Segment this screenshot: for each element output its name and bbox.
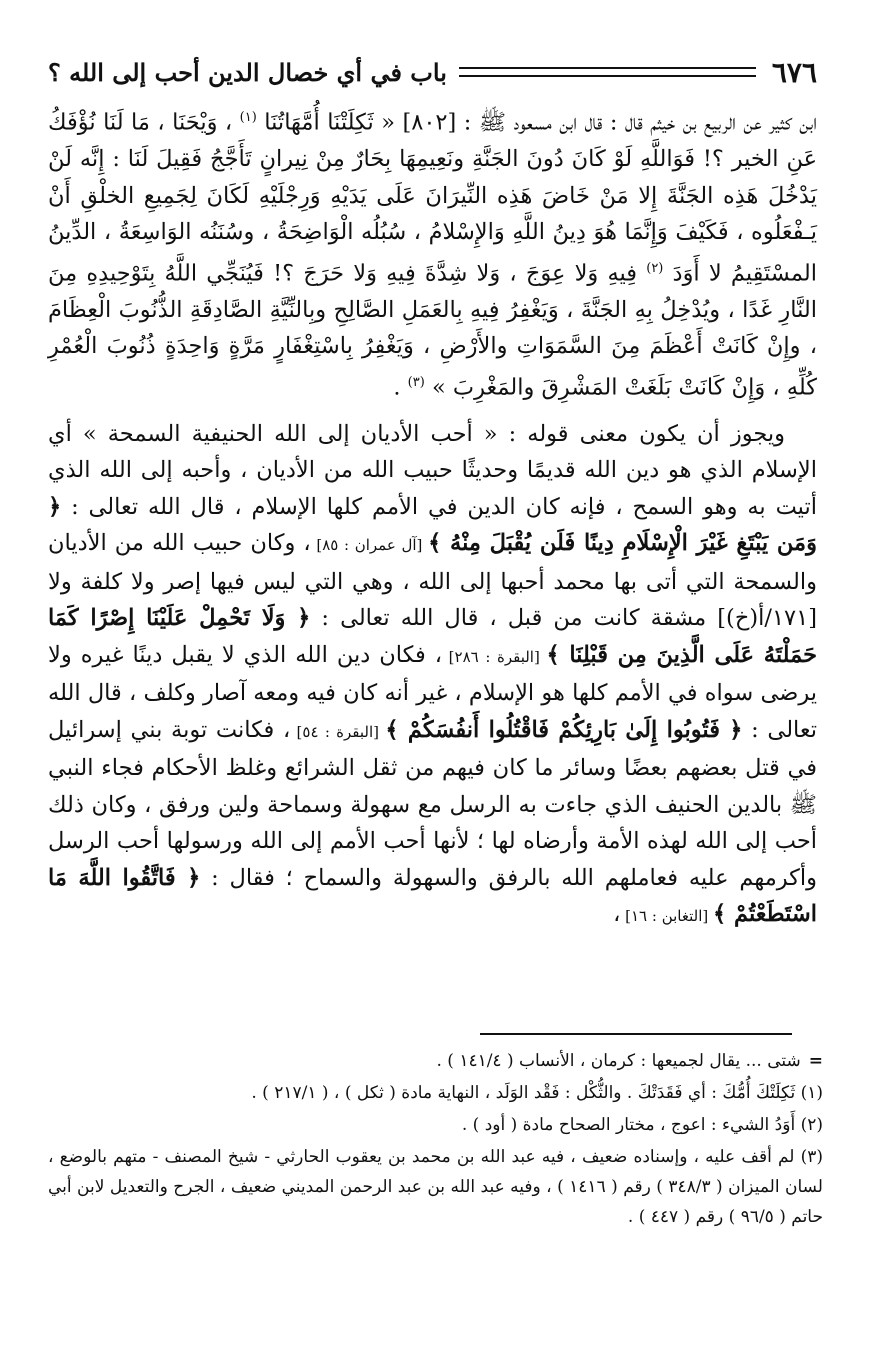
text-run: فِيهِ وَلا عِوَجَ ، وَلا شِدَّةَ فِيهِ وَلا حَرَجَ ؟! فَيُنَجِّي اللَّهُ بِتَوْحِيدِهِ مِنَ النَّارِ غَدًا ، ويُدْخِلُ بِهِ الجَنَّةَ ، وَيَغْفِرُ فِيهِ بِالعَمَلِ الصَّالِحِ وبِالنِّيَّةِ الصَّادِقَةِ الذُّنُوبَ الْعِظَامَ ، وإِنْ كَانَتْ أَعْظَمَ مِنَ السَّمَوَاتِ والأَرْضِ ، وَيَغْفِرُ بِاسْتِغْفَارٍ مَرَّةٍ وَاحِدَةٍ ذُنُوبَ الْعُمْرِ كُلِّهِ ، وَإِنْ كَانَتْ بَلَغَتْ المَشْرِقَ والمَغْرِبَ » [48,260,817,400]
header-double-rule [459,67,756,77]
continuation-mark: = [808,1051,823,1071]
footnote-3: (٣) لم أقف عليه ، وإسناده ضعيف ، فيه عبد الله بن محمد بن يعقوب الحارثي - شيخ المصنف - متهم بالوضع ، لسان الميزان ( ٣٤٨/٣ ) رقم ( ١٤١٦ ) ، وفيه عبد الله بن عبد الرحمن المديني ضعيف ، الجرح والتعديل لابن أبي حاتم ( ٩٦/٥ ) رقم ( ٤٤٧ ) . [48,1147,823,1227]
text-run: ويجوز أن يكون معنى قوله : « أحب الأديان إلى الله الحنيفية السمحة » أي الإسلام الذي هو دين الله قديمًا وحديثًا حبيب الله من الأديان ، وأحبه إلى الله الذي أتيت به وهو السمح ، فإنه كان الدين في الأمم كلها الإسلام ، قال الله تعالى : [48,420,817,520]
verse-reference: [التغابن : ١٦] [620,907,713,925]
main-text [48,100,817,945]
quran-verse: ﴿ وَلَا تَحْمِلْ عَلَيْنَا إِصْرًا كَمَا حَمَلْتَهُ عَلَى الَّذِينَ مِن قَبْلِنَا ﴾ [48,605,818,668]
page-number: ٦٧٦ [771,55,817,89]
text-run: ، فكانت توبة بني إسرائيل في قتل بعضهم بعضًا وسائر ما كان فيهم من ثقل الشرائع وغلظ الأحكام فجاء النبي ﷺ بالدين الحنيف الذي جاءت به الرسل مع سهولة وسماحة ولين ورفق ، وكان ذلك أحب إلى الله لهذه الأمة وأرضاه لها ؛ لأنها أحب الأمم إلى الله ورسولها أحب الرسل وأكرمهم عليه فعاملهم الله بالرفق والسهولة والسماح ؛ فقال : [48,716,817,891]
footnote-ref-3: (٣) [407,374,425,390]
quran-verse: ﴿ فَتُوبُوا إِلَىٰ بَارِئِكُمْ فَاقْتُلُوا أَنفُسَكُمْ ﴾ [385,716,743,743]
verse-reference: [البقرة : ٥٤] [290,722,386,741]
footnote-1: (١) ثَكِلَتْكَ أُمُّكَ : أي فَقَدَتْكَ . والثُّكْل : فَقْد الوَلَد ، النهاية مادة ( ثكل ) ، ( ٢١٧/١ ) . [251,1083,823,1103]
paragraph-hadith [48,100,817,406]
footnote-ref-2: (٢) [646,260,664,276]
text-run: ، وَيْحَنَا ، مَا لَنَا نُؤْفَكُ عَنِ الخير ؟! فَوَاللَّهِ لَوْ كَانَ دُونَ الجَنَّةِ ونَعِيمِهَا بِحَارٌ مِنْ نِيرانٍ تَأَجَّجُ فَقِيلَ لَنَا : إِنَّه لَنْ يَدْخُلَ هَذِه الجَنَّةَ إِلا مَنْ خَاضَ هَذِه النِّيرَانَ عَلَى يَدَيْهِ وَرِجْلَيْهِ لَكَانَ لِجَمِيعِ الخلْقِ أَنْ يَـفْعَلُوه ، فَكَيْفَ وَإِنَّمَا هُوَ دِينُ اللَّهِ وَالإِسْلامُ ، سُبُلُه الْوَاضِحَةُ ، وسُنَنُه الوَاسِعَةُ ، الدِّينُ المسْتَقِيمُ لا أَوَدَ [48,109,817,286]
footnotes [48,1046,823,1234]
quran-verse: ﴿ فَاتَّقُوا اللَّهَ مَا اسْتَطَعْتُمْ ﴾ [48,864,817,927]
text-run: . [393,374,408,400]
text-run: ، [613,901,621,927]
footnote-ref-1: (١) [239,110,257,125]
quran-verse: ﴿ وَمَن يَبْتَغِ غَيْرَ الْإِسْلَامِ دِينًا فَلَن يُقْبَلَ مِنْهُ ﴾ [48,493,817,556]
footnote-separator [480,1033,792,1035]
verse-reference: [آل عمران : ٨٥] [310,536,429,554]
text-run: ، وكان حبيب الله من الأديان والسمحة التي أتى بها محمد أحبها إلى الله ، وهي التي ليس فيها إصر ولا كلفة ولا [١٧١/أ(خ)] مشقة كانت من قبل ، قال الله تعالى : [48,530,817,631]
text-run: ابن كثير عن الربيع بن خيثم قال : قال ابن مسعود ﷺ : [٨٠٢] « ثَكِلَتْنَا أُمَّهَاتُنَا [256,109,817,136]
text-run: ، فكان دين الله الذي لا يقبل دينًا غيره ولا يرضى سواه في الأمم كلها هو الإسلام ، غير أنه كان فيه ومعه آصار وكلف ، قال الله تعالى : [48,641,818,743]
footnote-text: شتى ... يقال لجميعها : كرمان ، الأنساب ( ١٤١/٤ ) . [436,1051,801,1071]
footnote-continuation [48,1046,823,1076]
running-title: باب في أي خصال الدين أحب إلى الله ؟ [48,57,447,87]
paragraph-commentary [48,416,817,935]
footnote-2: (٢) أَوَدُ الشيء : اعوج ، مختار الصحاح مادة ( أود ) . [461,1115,823,1135]
page-header [48,52,817,92]
verse-reference: [البقرة : ٢٨٦] [442,647,547,666]
